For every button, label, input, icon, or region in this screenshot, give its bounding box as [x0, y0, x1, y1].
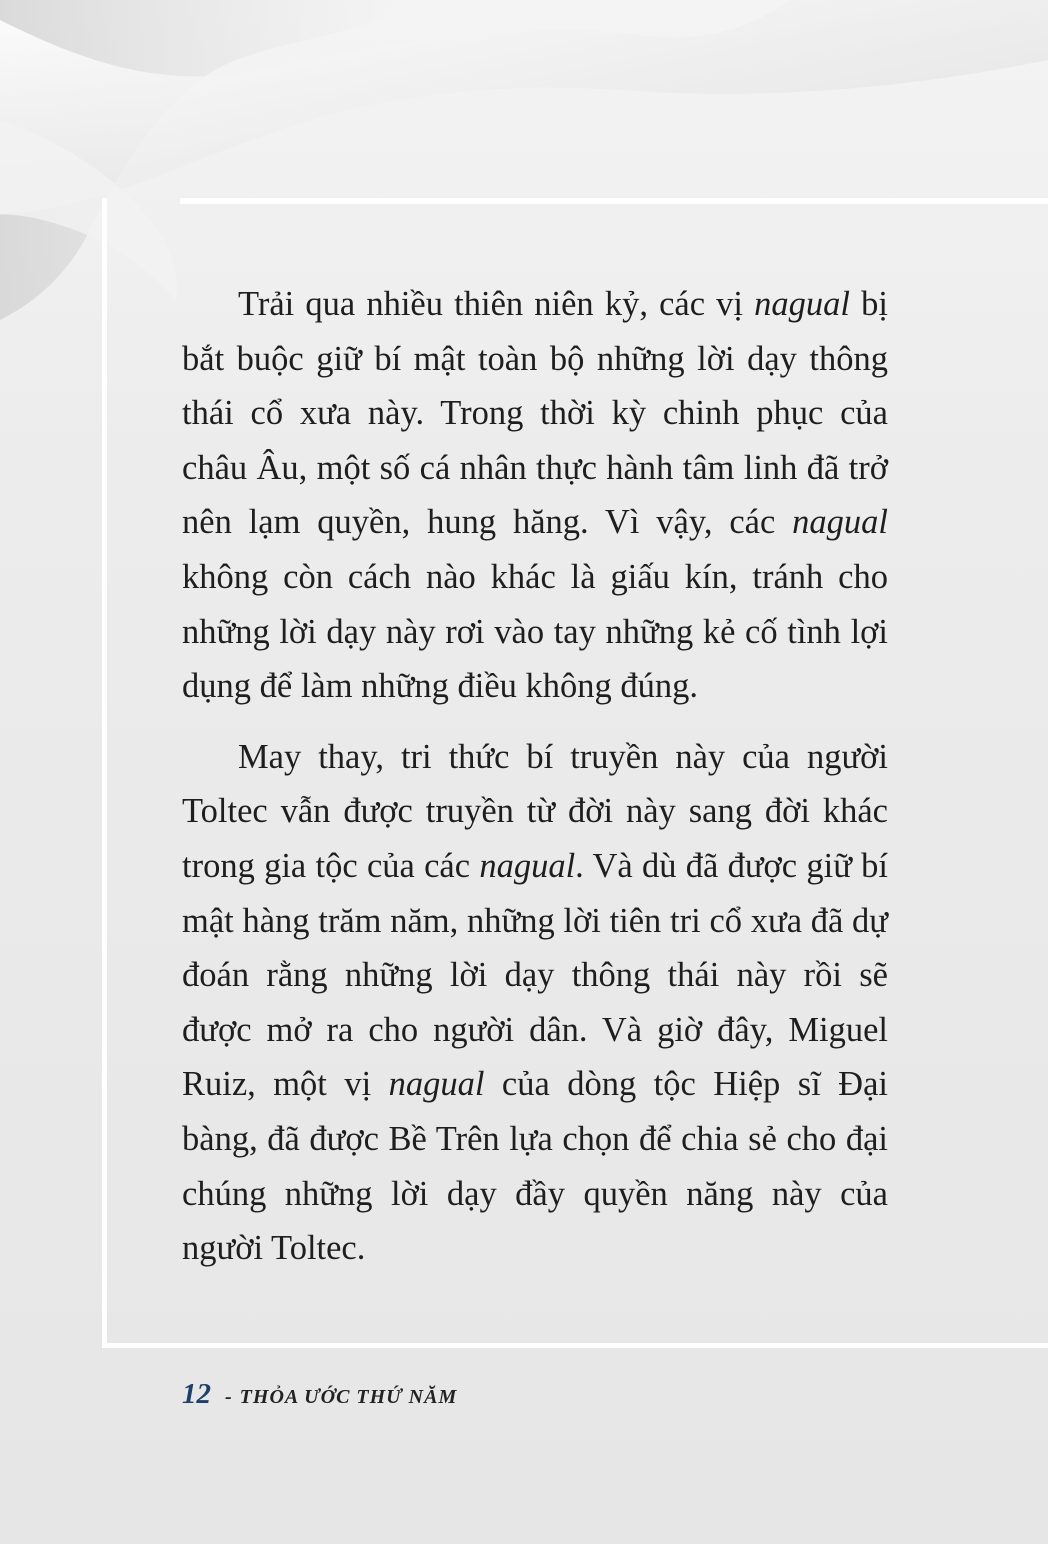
text-run: May thay, tri thức bí truyền này của người Toltec vẫn được truyền từ đời này sang đời khác trong gia tộc của các [182, 737, 888, 885]
body-text [182, 277, 888, 1276]
text-run: bị bắt buộc giữ bí mật toàn bộ những lời dạy thông thái cổ xưa này. Trong thời kỳ chinh phục của châu Âu, một số cá nhân thực hành tâm linh đã trở nên lạm quyền, hung hăng. Vì vậy, các [182, 285, 888, 542]
page-number: 12 [182, 1378, 211, 1410]
text-run: Trải qua nhiều thiên niên kỷ, các vị [238, 285, 755, 323]
paragraph [182, 730, 888, 1276]
italic-term: nagual [479, 846, 576, 885]
italic-term: nagual [388, 1065, 485, 1104]
paragraph [182, 277, 888, 714]
book-title: THỎA ƯỚC THỨ NĂM [239, 1386, 458, 1408]
text-run: . Và dù đã được giữ bí mật hàng trăm năm, những lời tiên tri cổ xưa đã dự đoán rằng những lời dạy thông thái này rồi sẽ được mở ra cho người dân. Và giờ đây, Miguel Ruiz, một vị [182, 846, 889, 1104]
italic-term: nagual [754, 285, 850, 323]
footer-separator: - [225, 1386, 232, 1408]
running-footer [182, 1378, 457, 1418]
text-run: của dòng tộc Hiệp sĩ Đại bàng, đã được Bề Trên lựa chọn để chia sẻ cho đại chúng những lời dạy đầy quyền năng này của người Toltec. [182, 1065, 888, 1268]
page-frame-top [180, 198, 1048, 204]
italic-term: nagual [792, 503, 888, 542]
text-run: không còn cách nào khác là giấu kín, tránh cho những lời dạy này rơi vào tay những kẻ cố tình lợi dụng để làm những điều không đúng. [182, 557, 888, 706]
